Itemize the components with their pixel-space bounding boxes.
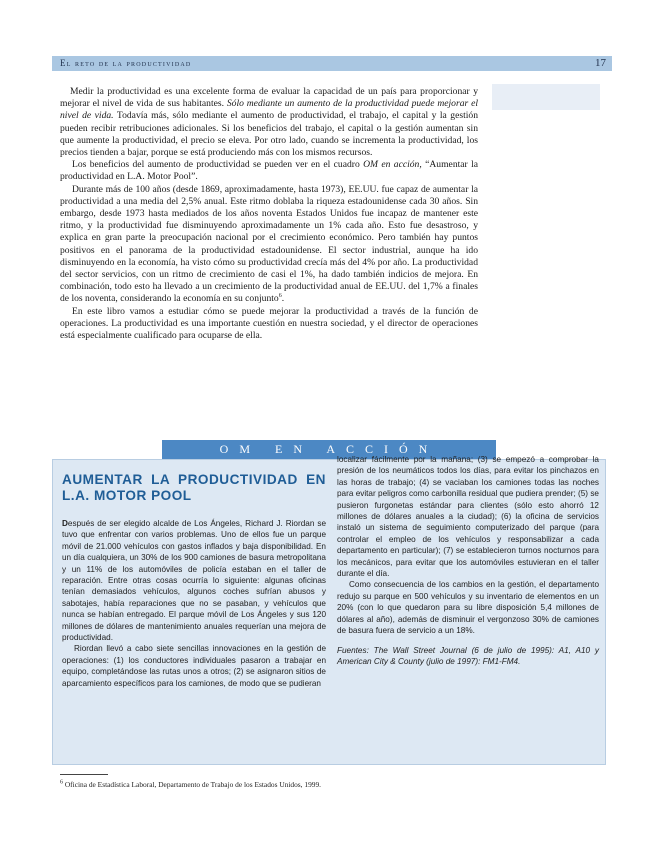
paragraph-2-text-c: “Aumentar la productividad en L.A. Motor Pool”. [60,159,479,183]
page-number: 17 [595,57,606,69]
box-paragraph-3: localizar fácilmente por la mañana; (3) se empezó a comprobar la presión de los neumáticos todos los días, para evitar los pinchazos en las horas de trabajo; (4) se vaciaban los camiones todas las noches para evitar peligros como carbonilla residual que pudiera prender; (5) se pusieron furgonetas estándar para clientes (sólo esto ahorró 12 millones de dólares anuales a la ciudad); (6) la oficina de servicios instaló un sistema de seguimiento computerizado del parque (para controlar el empleo de los vehículos y responsabilizar a cada departamento en particular); (7) se establecieron turnos nocturnos para los mecánicos, para evitar que los automóviles estuvieran en el taller durante el día. [337,455,599,579]
paragraph-1-text-c: Todavía más, sólo mediante el aumento de productividad, el trabajo, el capital y la gestión pueden recibir retribuciones adicionales. Si los beneficios del trabajo, el capital o la gestión aumentan sin que aumente la productividad, el precio se eleva. Por otro lado, cuando se incrementa la productividad, los precios tienden a bajar, porque se está produciendo más con los mismos recursos. [60,110,479,159]
box-paragraph-2: Riordan llevó a cabo siete sencillas innovaciones en la gestión de operaciones: (1) los conductores individuales pasaron a trabajar en equipo, completándose las rutas unos a otros; (2) se asignaron sitios de aparcamiento específicos para los camiones, de modo que se pudieran [62,644,326,688]
paragraph-2 [60,159,478,183]
footnote [60,780,321,789]
running-header-title: El reto de la productividad [60,58,192,68]
paragraph-4 [60,306,478,343]
paragraph-2-text-a: Los beneficios del aumento de productividad se pueden ver en el cuadro [72,159,364,171]
footnote-reference: 6 [278,293,282,300]
paragraph-1-text-a: Medir la productividad es una excelente forma de evaluar la capacidad de un país para proporcionar y mejorar el nivel de vida de sus habitantes. [60,86,478,110]
box-sources: Fuentes: The Wall Street Journal (6 de julio de 1995): A1, A10 y American City & County (julio de 1997): FM1-FM4. [337,645,599,666]
box-title: AUMENTAR LA PRODUCTIVIDAD EN L.A. MOTOR POOL [62,472,326,503]
paragraph-1-emphasis: Sólo mediante un aumento de la productividad puede mejorar el nivel de vida. [60,98,479,122]
margin-shade [492,84,600,110]
paragraph-3-text: Durante más de 100 años (desde 1869, aproximadamente, hasta 1973), EE.UU. fue capaz de aumentar la productividad a una media del 2,5% anual. Este ritmo doblaba la riqueza estadounidense cada 30 años. Sin embargo, desde 1973 hasta mediados de los años noventa Estados Unidos fue incapaz de mantener este ritmo, y la productividad fue disminuyendo aproximadamente un 1% cada año. Esto fue desastroso, y explica en gran parte la preocupación nacional por el crecimiento económico. Pero también hay puntos positivos en el panorama de la productividad estadounidense. El sector industrial, aunque ha ido disminuyendo en la economía, ha visto cómo su productividad crecía más del 4% por año. La productividad del sector servicios, con un ritmo de crecimiento de casi el 1%, ha dado también indicios de mejora. En combinación, todo esto ha llevado a un crecimiento de la productividad anual de EE.UU. del 1,7% a finales de los noventa, considerando la economía en su conjunto [60,183,478,305]
box-left-column [62,472,326,689]
box-right-column [337,454,599,667]
paragraph-4-text: En este libro vamos a estudiar cómo se puede mejorar la productividad a través de la función de operaciones. La productividad es una importante cuestión en nuestra sociedad, y el director de operaciones está especialmente cualificado para ocuparse de ella. [60,305,478,342]
paragraph-3 [60,184,478,306]
paragraph-3-end: . [281,293,285,305]
box-dropcap: D [62,519,68,528]
box-paragraph-1 [62,518,326,643]
main-body-text [60,86,478,342]
paragraph-1 [60,86,478,159]
footnote-text: Oficina de Estadística Laboral, Departamento de Trabajo de los Estados Unidos, 1999. [63,780,321,789]
box-paragraph-4: Como consecuencia de los cambios en la gestión, el departamento redujo su parque en 500 vehículos y su inventario de elementos en un 20% (con lo que quedaron para su libre disposición 5,4 millones de dólares al año), además de disminuir el vergonzoso 30% de camiones de basura fuera de servicio a un 18%. [337,580,599,636]
footnote-rule [60,774,108,775]
footnote-mark: 6 [60,779,63,786]
paragraph-2-box-ref: OM en acción, [363,159,422,171]
box-paragraph-1-text: espués de ser elegido alcalde de Los Ángeles, Richard J. Riordan se tuvo que enfrentar con varios problemas. Uno de ellos fue un parque móvil de 21.000 vehículos con gastos inflados y baja disponibilidad. En un día cualquiera, un 30% de los 900 camiones de basura metropolitana y un 11% de los automóviles de policía estaban en el taller de reparación. Entre otras cosas ocurría lo siguiente: algunas oficinas tenían demasiados vehículos, algunos coches sufrían abusos y sabotajes, había reparaciones que no se pasaban, y vehículos que nunca se habían entregado. El parque móvil de Los Ángeles y sus 120 millones de dólares de mantenimiento anuales requerían una mejora de productividad. [62,519,326,643]
om-en-accion-box [52,455,606,765]
om-banner-label: OM EN ACCIÓN [219,442,439,456]
running-header-bar [52,56,612,71]
